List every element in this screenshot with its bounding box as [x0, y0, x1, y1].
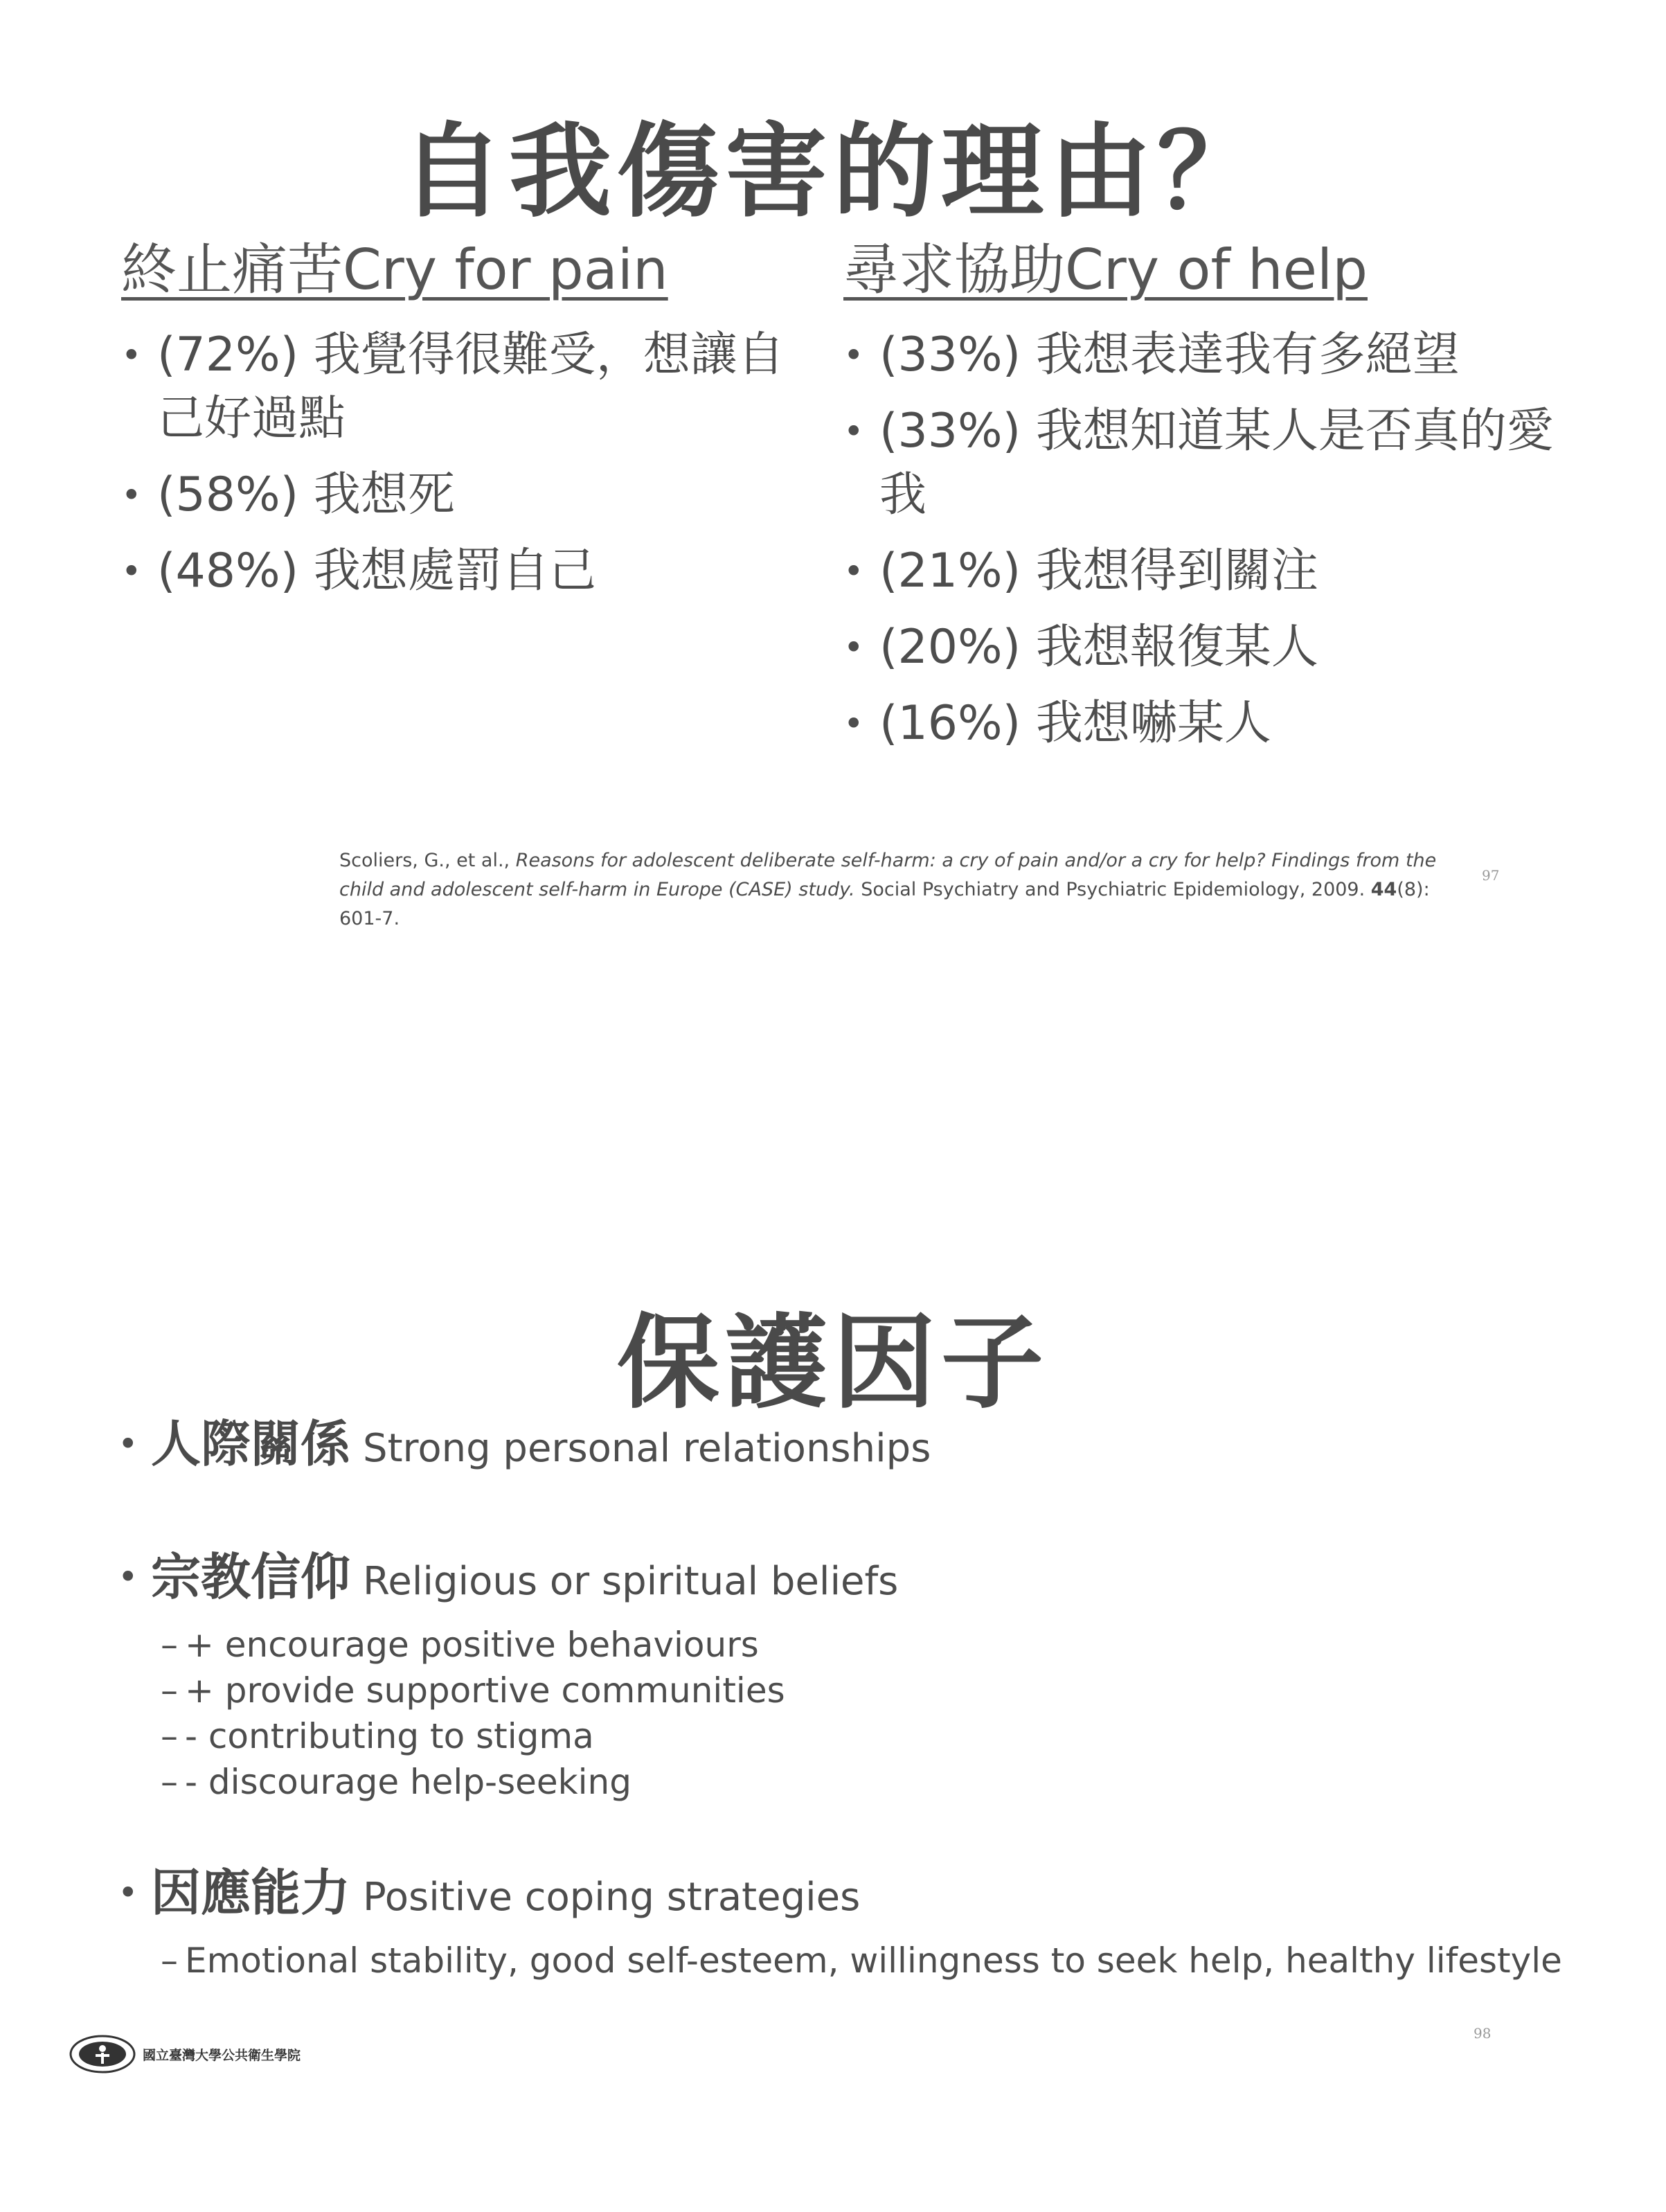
bullet-icon: • — [121, 551, 142, 591]
sub-item: – - contributing to stigma — [161, 1716, 594, 1756]
list-item: • (33%) 我想知道某人是否真的愛我 — [843, 400, 1570, 527]
bullet-icon: • — [843, 704, 864, 744]
dash-icon: – — [161, 1670, 178, 1711]
bullet-icon: • — [118, 1873, 138, 1913]
sub-list — [118, 1622, 1572, 1805]
factor-title-zh: 人際關係 — [151, 1415, 351, 1473]
list-item: • (58%) 我想死 — [121, 463, 814, 527]
factor-title-zh: 宗教信仰 — [151, 1548, 351, 1606]
slide-97 — [0, 0, 1666, 1080]
slide-title: 自我傷害的理由？ — [401, 112, 1265, 231]
page-number: 98 — [1474, 2025, 1492, 2042]
factor-item — [118, 1862, 1572, 1983]
list-item: • (16%) 我想嚇某人 — [843, 692, 1570, 756]
bullet-icon: • — [121, 335, 142, 375]
factor-title-en: Strong personal relationships — [363, 1426, 931, 1471]
factor-item — [118, 1546, 1572, 1805]
reason-list — [843, 323, 1570, 756]
dash-icon: – — [161, 1716, 178, 1756]
bullet-icon: • — [843, 335, 864, 375]
dash-icon: – — [161, 1941, 178, 1981]
bullet-icon: • — [843, 551, 864, 591]
sub-list — [118, 1938, 1572, 1983]
factor-title-zh: 因應能力 — [151, 1864, 351, 1922]
list-item: • (21%) 我想得到關注 — [843, 539, 1570, 603]
slide-title: 保護因子 — [617, 1303, 1049, 1422]
sub-item: – + encourage positive behaviours — [161, 1625, 759, 1665]
citation: Scoliers, G., et al., Reasons for adolescent deliberate self-harm: a cry of pain and/or a cry for help? Findings from the child and adolescent self-harm in Europe (CASE) study. Social Psychiatry and Psychiatric Epidemiology, 2009. 44(8): 601-7. — [339, 850, 1437, 929]
factor-title-en: Positive coping strategies — [363, 1875, 861, 1920]
column-heading: 終止痛苦Cry for pain — [121, 238, 668, 302]
page-number: 97 — [1482, 867, 1500, 884]
slide-98 — [0, 1080, 1666, 2212]
list-item: • (33%) 我想表達我有多絕望 — [843, 323, 1570, 387]
bullet-icon: • — [843, 411, 864, 452]
university-logo — [69, 2035, 301, 2073]
sub-item: – Emotional stability, good self-esteem, willingness to seek help, healthy lifestyle — [161, 1941, 1562, 1981]
factor-item — [118, 1413, 1572, 1489]
cry-for-pain-column — [121, 232, 814, 616]
protective-factor-list — [118, 1413, 1572, 2040]
sub-item: – + provide supportive communities — [161, 1670, 785, 1711]
list-item: • (20%) 我想報復某人 — [843, 616, 1570, 679]
bullet-icon: • — [121, 475, 142, 515]
list-item: • (72%) 我覺得很難受，想讓自己好過點 — [121, 323, 814, 451]
list-item: • (48%) 我想處罰自己 — [121, 539, 814, 603]
sub-item: – - discourage help-seeking — [161, 1762, 632, 1802]
dash-icon: – — [161, 1625, 178, 1665]
emblem-icon — [69, 2035, 136, 2073]
bullet-icon: • — [118, 1557, 138, 1597]
bullet-icon: • — [843, 627, 864, 668]
logo-text: 國立臺灣大學公共衛生學院 — [143, 2047, 301, 2063]
cry-of-help-column — [843, 232, 1570, 768]
reason-list — [121, 323, 814, 603]
factor-title-en: Religious or spiritual beliefs — [363, 1559, 899, 1604]
bullet-icon: • — [118, 1424, 138, 1464]
column-heading: 尋求協助Cry of help — [843, 238, 1368, 302]
dash-icon: – — [161, 1762, 178, 1802]
